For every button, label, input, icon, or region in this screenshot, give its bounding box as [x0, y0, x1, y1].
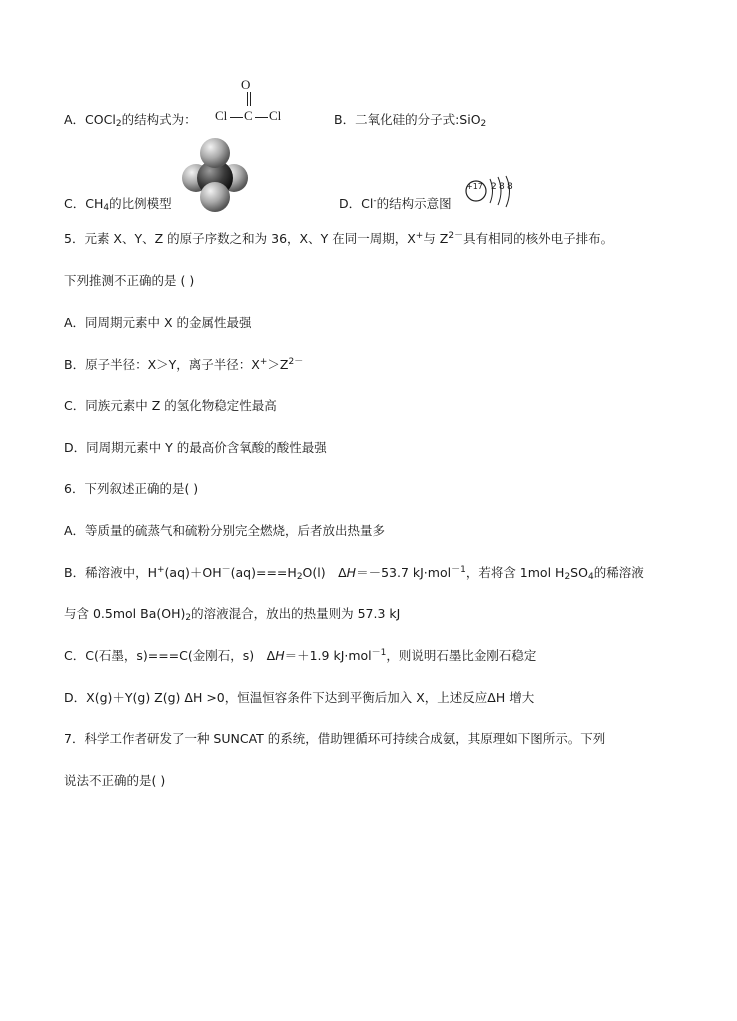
option-c-suffix: 的比例模型	[109, 196, 172, 211]
option-d-text: D．Cl	[339, 196, 374, 211]
nucleus-label: +17	[466, 182, 483, 191]
q6-option-a: A．等质量的硫蒸气和硫粉分别完全燃烧，后者放出热量多	[64, 523, 386, 538]
q5-stem-line1: 5．元素 X、Y、Z 的原子序数之和为 36，X、Y 在同一周期，X+与 $Z^{2-}$具有相同的核外电子排布。	[64, 231, 614, 246]
q6-option-b-line2: 与含 0.5mol $Ba(OH)_2$的溶液混合，放出的热量则为 57.3 kJ	[64, 606, 401, 623]
ch4-model-icon	[180, 134, 250, 214]
option-b-text: B．二氧化硅的分子式:SiO	[334, 112, 481, 127]
q5-option-a: A．同周期元素中 X 的金属性最强	[64, 315, 252, 330]
option-a-suffix: 的结构式为：	[121, 112, 197, 127]
q5-option-c: C．同族元素中 Z 的氢化物稳定性最高	[64, 398, 277, 413]
option-d-suffix: 的结构示意图	[376, 196, 452, 211]
option-c	[64, 195, 172, 213]
q7-stem-line2: 说法不正确的是( )	[64, 773, 166, 788]
q6-option-b-line1: B．稀溶液中，$H^+(aq)+OH^-(aq)===H_2O(l)$ ΔH＝－53.7 kJ·mol$^{-1}$，若将含 1mol $H_2SO_4$的稀溶液	[64, 565, 644, 582]
option-c-sub: 4	[103, 203, 110, 213]
struct-double-bond-2	[250, 92, 251, 106]
option-d-sup: -	[373, 196, 377, 206]
struct-double-bond-1	[247, 92, 248, 106]
q5-option-d: D．同周期元素中 Y 的最高价含氧酸的酸性最强	[64, 440, 327, 455]
q6-option-d: D．X(g)＋Y(g) Z(g) ΔH >0，恒温恒容条件下达到平衡后加入 X，上述反应ΔH 增大	[64, 690, 535, 705]
q6-stem: 6．下列叙述正确的是( )	[64, 481, 199, 496]
struct-right-bond	[255, 117, 268, 118]
struct-left-bond	[230, 117, 243, 118]
shell-2-count: 8	[499, 182, 505, 192]
struct-carbon: C	[244, 108, 253, 123]
option-b	[334, 111, 486, 129]
struct-left-cl: Cl	[215, 108, 228, 123]
shell-3-count: 8	[507, 182, 513, 192]
option-b-sub: 2	[480, 119, 487, 129]
option-c-text: C．CH	[64, 196, 104, 211]
atom-structure-icon	[462, 175, 518, 209]
shell-1-count: 2	[491, 182, 497, 192]
q6-option-c: C．C(石墨，s)===C(金刚石，s) ΔH＝＋1.9 kJ·mol$^{-1}$，则说明石墨比金刚石稳定	[64, 648, 537, 663]
struct-right-cl: Cl	[269, 108, 282, 123]
option-a-sub: 2	[115, 119, 122, 129]
q5-stem-line2: 下列推测不正确的是 ( )	[64, 273, 195, 288]
option-d	[339, 195, 452, 213]
q5-option-b: B．原子半径：X＞Y，离子半径：$X^+>Z^{2-}$	[64, 357, 304, 372]
q7-stem-line1: 7．科学工作者研发了一种 SUNCAT 的系统，借助锂循环可持续合成氨，其原理如下图所示。下列	[64, 731, 606, 746]
struct-oxygen: O	[241, 77, 251, 92]
option-a	[64, 111, 197, 129]
option-a-text: A．COCl	[64, 112, 116, 127]
